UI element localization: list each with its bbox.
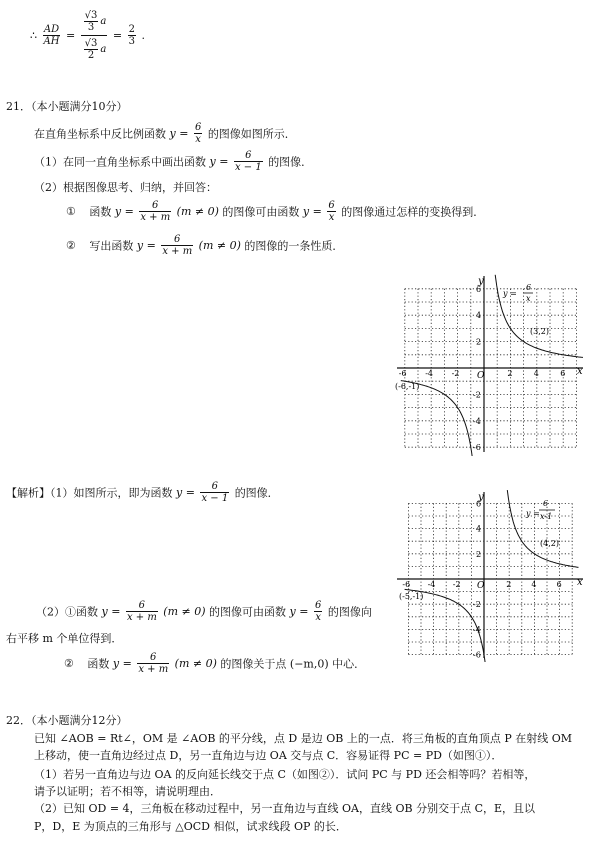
g2-y-tick: 4 <box>476 524 482 534</box>
g2-y-tick: 2 <box>476 549 482 559</box>
graph-1-curve-neg <box>401 381 473 456</box>
graph-2-point-neg: (-5,-1) <box>399 592 424 601</box>
graph-1-point-pos: (3,2) <box>530 327 549 336</box>
q22-line4: 请予以证明；若不相等，请说明理由． <box>34 785 221 798</box>
graph-2 <box>393 486 587 662</box>
solution-part2: （2）①函数 y = $\frac{6}{x + m}$ (m ≠ 0) 的图像可由函数 y = $\frac{6}{x}$ 的图像向 <box>36 600 372 623</box>
g2-y-tick: -4 <box>473 625 481 635</box>
g2-y-tick: -6 <box>473 650 481 660</box>
g1-x-tick: 2 <box>507 369 513 378</box>
graph-1-origin: O <box>477 371 485 381</box>
therefore-symbol: ∴ <box>30 29 37 42</box>
g1-x-tick: 6 <box>560 369 566 378</box>
graph-2-curve-label <box>525 499 555 521</box>
g1-y-tick: 2 <box>476 337 482 347</box>
q22-line5: （2）已知 OD = 4，三角板在移动过程中，另一直角边与直线 OA，直线 OB 分别交于点 C，E，且以 <box>34 802 536 815</box>
svg-text:6: 6 <box>543 499 549 508</box>
g2-x-tick: -2 <box>452 580 461 589</box>
q21-intro: 在直角坐标系中反比例函数 y = $\frac{6}{x}$ 的图像如图所示． <box>34 122 296 145</box>
g2-x-tick: 4 <box>531 580 537 589</box>
q21-part2: （2）根据图像思考、归纳，并回答： <box>34 181 217 194</box>
g1-x-tick: -4 <box>425 369 433 378</box>
complex-fraction: $\frac{√3}{3}$ a $\frac{√3}{2}$ a <box>81 10 108 61</box>
g2-y-tick: -2 <box>473 600 481 610</box>
graph-2-origin: O <box>477 581 485 591</box>
svg-text:x-1: x-1 <box>540 512 553 521</box>
graph-2-x-label: x <box>577 577 583 588</box>
graph-2-point-pos: (4,2) <box>540 539 559 548</box>
solution-part3: ② 函数 y = $\frac{6}{x + m}$ (m ≠ 0) 的图像关于点 (−m,0) 中心． <box>64 652 366 675</box>
top-formula: ∴ $\frac{AD}{AH}$ = $\frac{√3}{3}$ a $\frac{√3}{2}$ a = $\frac{2}{3}$ . <box>30 10 145 61</box>
ad-over-ah: $\frac{AD}{AH}$ <box>43 24 60 47</box>
g2-y-tick: 6 <box>476 499 482 509</box>
graph-1-y-label: y <box>478 276 484 287</box>
graph-2-y-label: y <box>478 492 484 503</box>
graph-1-point-neg: (-6,-1) <box>395 382 420 391</box>
g1-y-tick: 4 <box>476 311 482 321</box>
svg-text:x: x <box>526 294 531 303</box>
g1-x-tick: -2 <box>451 369 460 378</box>
g2-x-tick: -6 <box>402 580 411 589</box>
result-fraction: $\frac{2}{3}$ <box>128 24 135 47</box>
q21-heading: 21．（本小题满分10分） <box>6 100 128 113</box>
g2-x-tick: 2 <box>506 580 512 589</box>
graph-1-curve-label <box>502 283 533 303</box>
q21-sub1: ① 函数 y = $\frac{6}{x + m}$ (m ≠ 0) 的图像可由函数 y = $\frac{6}{x}$ 的图像通过怎样的变换得到． <box>66 200 485 223</box>
solution-part2-line2: 右平移 m 个单位得到． <box>6 632 123 645</box>
svg-text:y =: y = <box>526 509 540 518</box>
graph-1-curve-pos <box>495 275 583 358</box>
svg-text:6: 6 <box>526 283 532 292</box>
q22-heading: 22．（本小题满分12分） <box>6 714 128 727</box>
g1-y-tick: -2 <box>473 390 481 400</box>
g2-x-tick: 6 <box>556 580 562 589</box>
q21-part1: （1）在同一直角坐标系中画出函数 y = $\frac{6}{x - 1}$ 的图像． <box>34 150 313 173</box>
q22-line2: 上移动，使一直角边经过点 D，另一直角边与边 OA 交与点 C．容易证得 PC = PD（如图①）． <box>34 749 503 762</box>
svg-text:y =: y = <box>503 289 517 298</box>
solution-part1: 【解析】（1）如图所示，即为函数 y = $\frac{6}{x - 1}$ 的图像． <box>6 481 279 504</box>
g1-y-tick: -4 <box>473 416 481 426</box>
g1-x-tick: -6 <box>398 369 407 378</box>
graph-1-x-label: x <box>577 366 583 377</box>
g2-x-tick: -4 <box>427 580 436 589</box>
g1-y-tick: -6 <box>473 443 481 453</box>
g1-y-tick: 6 <box>476 284 482 294</box>
q22-line6: P，D，E 为顶点的三角形与 △OCD 相似，试求线段 OP 的长． <box>34 820 347 833</box>
graph-1 <box>393 270 587 456</box>
g1-x-tick: 4 <box>533 369 539 378</box>
q22-line3: （1）若另一直角边与边 OA 的反向延长线交于点 C（如图②）．试问 PC 与 PD 还会相等吗？若相等， <box>34 768 536 781</box>
q21-sub2: ② 写出函数 y = $\frac{6}{x + m}$ (m ≠ 0) 的图像的一条性质． <box>66 234 344 257</box>
q22-line1: 已知 ∠AOB = Rt∠，OM 是 ∠AOB 的平分线，点 D 是边 OB 上的一点．将三角板的直角顶点 P 在射线 OM <box>34 732 572 745</box>
